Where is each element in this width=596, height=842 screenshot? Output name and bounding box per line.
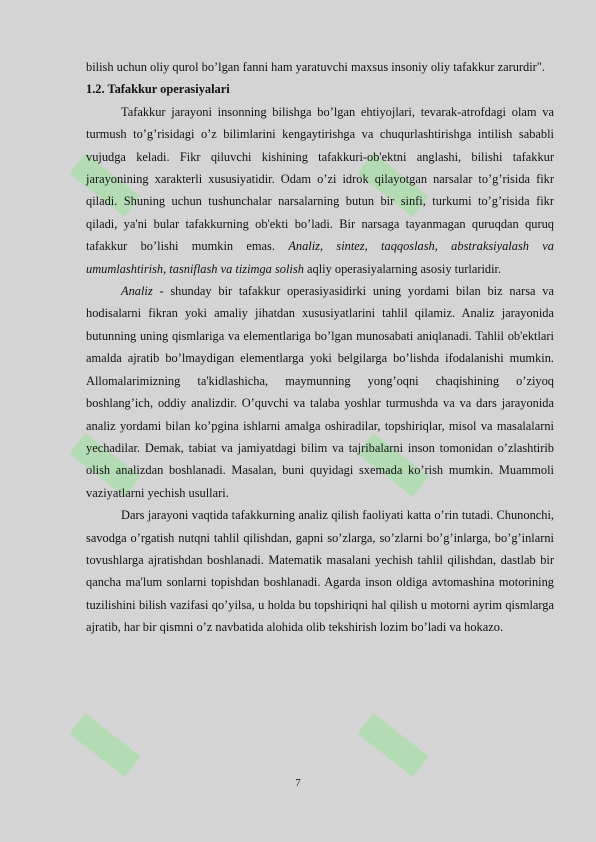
paragraph-intro: bilish uchun oliy qurol bo’lgan fanni ham yaratuvchi maxsus insoniy oliy tafakkur zarurdir". xyxy=(86,60,545,74)
paragraph-1 xyxy=(86,101,554,280)
paragraph-1-end: aqliy operasiyalarning asosiy turlaridir. xyxy=(303,261,502,276)
paragraph-2 xyxy=(86,280,554,504)
page-number: 7 xyxy=(295,778,301,789)
paragraph-2-text: - shunday bir tafakkur operasiyasidirki uning yordami bilan biz narsa va hodisalarni fikran yoki amaliy jihatdan xususiyatlarini tahlil qilamiz. Analiz jarayonida butunning uning qismlariga va elementlariga bo’lgan munosabati aniqlanadi. Tahlil ob'ektlari amalda ajratib bo’lmaydigan elementlarga yoki belgilarga bo’lishda ifodalanishi mumkin. Allomalarimizning ta'kidlashicha, maymunning yong’oqni chaqishining o’ziyoq boshlang’ich, oddiy analizdir. O’quvchi va talaba yoshlar turmushda va va dars jarayonida analiz yordami bilan ko’pgina ishlarni amalga oshiradilar, topshiriqlar, misol va masalalarni yechadilar. Demak, tabiat va jamiyatdagi bilim va tajribalarni inson tomonidan o’zlashtirib olish analizdan boshlanadi. Masalan, buni quyidagi sxemada ko’rish mumkin. Muammoli vaziyatlarni yechish usullari. xyxy=(86,284,554,500)
watermark-mark xyxy=(357,713,428,777)
document-body xyxy=(86,56,554,639)
watermark-mark xyxy=(69,713,140,777)
paragraph-1-text: Tafakkur jarayoni insonning bilishga bo’lgan ehtiyojlari, tevarak-atrofdagi olam va turmush to’g’risidagi o’z bilimlarini kengaytirishga va chuqurlashtirishga intilish sababli vujudga keladi. Fikr qiluvchi kishining tafakkuri-ob'ektni anglashi, bilishi tafakkur jarayonining xarakterli xususiyatidir. Odam o’zi idrok qilayotgan narsalar to’g’risida fikr qiladi. Shuning uchun tushunchalar narsalarning butun bir sinfi, turkumi to’g’risida fikr qiladi, ya'ni bular tafakkurning ob'ekti bo’ladi. Bir narsaga tayanmagan quruqdan quruq tafakkur bo’lishi mumkin emas. xyxy=(86,104,554,254)
paragraph-2-italic: Analiz xyxy=(121,284,153,299)
paragraph-3: Dars jarayoni vaqtida tafakkurning analiz qilish faoliyati katta o’rin tutadi. Chunonchi, savodga o’rgatish nutqni tahlil qilishdan, gapni so’zlarga, so’zlarni bo’g’inlarga, bo’g’inlarni tovushlarga ajratishdan boshlanadi. Matematik masalani yechish tahlil qilishdan, dastlab bir qancha ma'lum sonlarni topishdan boshlanadi. Agarda inson oldiga avtomashina motorining tuzilishini bilish vazifasi qo’yilsa, u holda bu topshiriqni hal qilish u motorni ayrim qismlarga ajratib, har bir qismni o’z navbatida alohida olib tekshirish lozim bo’ladi va hokazo. xyxy=(86,508,554,635)
paragraph-1-italic: Analiz, sintez, taqqoslash, abstraksiyalash va umumlashtirish, tasniflash va tizimga solish xyxy=(86,239,554,276)
section-heading: 1.2. Tafakkur operasiyalari xyxy=(86,82,230,97)
